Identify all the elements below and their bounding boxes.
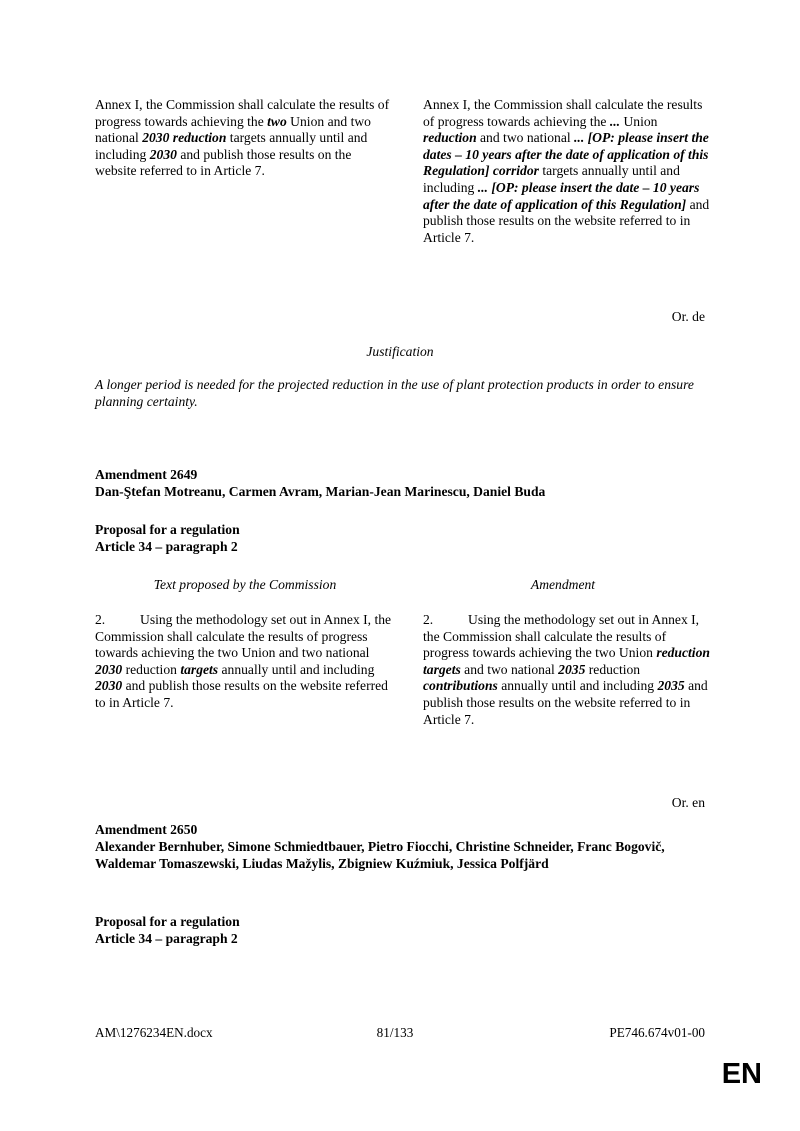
commission-text-heading: Text proposed by the Commission <box>153 577 337 592</box>
text-run: targets annually until and including <box>95 130 368 162</box>
emphasized-text: targets <box>180 661 219 677</box>
amendment-2649-article: Article 34 – paragraph 2 <box>95 539 238 554</box>
text-run: Using the methodology set out in Annex I, the Commission shall calculate the results of progress towards achieving the two Union and two national <box>95 612 392 661</box>
emphasized-text: 2030 <box>149 146 177 162</box>
top-left-column-text <box>95 97 395 180</box>
text-run: targets annually until and including <box>423 163 680 195</box>
amendment-2649-authors: Dan-Ştefan Motreanu, Carmen Avram, Marian-Jean Marinescu, Daniel Buda <box>95 484 546 499</box>
commission-paragraph-body <box>95 612 391 710</box>
origin-language-en: Or. en <box>671 795 705 810</box>
emphasized-text: 2030 <box>95 661 123 677</box>
text-run: and two national <box>476 130 575 146</box>
commission-paragraph-2 <box>95 612 395 712</box>
text-run: and two national <box>460 661 559 677</box>
text-run: Annex I, the Commission shall calculate the results of progress towards achieving the <box>423 97 703 129</box>
amendment-paragraph-body <box>423 612 710 727</box>
emphasized-text: contributions <box>423 678 498 694</box>
amendment-2649-title: Amendment 2649 <box>95 467 198 482</box>
text-run: reduction <box>122 661 181 677</box>
amendment-2650-article: Article 34 – paragraph 2 <box>95 931 238 946</box>
amendment-2649-proposal: Proposal for a regulation <box>95 522 240 537</box>
emphasized-text: 2030 <box>95 678 123 694</box>
emphasized-text: reduction <box>423 130 477 146</box>
footer-page-number: 81/133 <box>376 1025 414 1040</box>
text-run: reduction <box>585 661 641 677</box>
text-run: annually until and including <box>218 661 375 677</box>
text-run: Union <box>620 113 658 129</box>
text-run: annually until and including <box>497 678 658 694</box>
text-run: Union and two national <box>95 113 371 146</box>
text-run: and publish those results on the website referred to in Article 7. <box>423 196 710 245</box>
emphasized-text: 2035 <box>558 661 586 677</box>
emphasized-text: reduction targets <box>423 645 710 677</box>
justification-text: A longer period is needed for the projected reduction in the use of plant protection products in order to ensure planning certainty. <box>95 377 694 409</box>
text-run: Annex I, the Commission shall calculate the results of progress towards achieving the <box>95 97 390 129</box>
text-run: and publish those results on the website referred to in Article 7. <box>95 146 352 179</box>
text-run: and publish those results on the website referred to in Article 7. <box>423 678 708 727</box>
emphasized-text: ... <box>609 113 621 129</box>
amendment-paragraph-2 <box>423 612 713 728</box>
paragraph-number: 2. <box>423 612 434 627</box>
text-run: and publish those results on the website referred to in Article 7. <box>95 678 388 710</box>
emphasized-text: 2035 <box>657 678 685 694</box>
emphasized-text: ... [OP: please insert the date – 10 years after the date of application of this Regulation] <box>423 179 700 212</box>
emphasized-text: 2030 reduction <box>142 130 227 146</box>
amendment-2650-proposal: Proposal for a regulation <box>95 914 240 929</box>
amendment-2650-title: Amendment 2650 <box>95 822 198 837</box>
language-mark: EN <box>721 1058 762 1090</box>
emphasized-text: ... [OP: please insert the dates – 10 years after the date of application of this Regulation] corridor <box>423 130 709 179</box>
origin-language-de: Or. de <box>671 309 705 324</box>
paragraph-number: 2. <box>95 612 106 627</box>
footer-doc-reference: AM\1276234EN.docx <box>95 1025 213 1040</box>
justification-heading: Justification <box>366 344 434 359</box>
top-right-column-text <box>423 97 713 246</box>
emphasized-text: two <box>267 113 287 129</box>
footer-pe-reference: PE746.674v01-00 <box>609 1025 705 1040</box>
amendment-heading: Amendment <box>530 577 596 592</box>
text-run: Using the methodology set out in Annex I, the Commission shall calculate the results of progress towards achieving the two Union <box>423 612 700 661</box>
amendment-2650-authors: Alexander Bernhuber, Simone Schmiedtbauer, Pietro Fiocchi, Christine Schneider, Franc Bogovič, Waldemar Tomaszewski, Liudas Mažylis, Zbigniew Kuźmiuk, Jessica Polfjärd <box>95 839 665 871</box>
